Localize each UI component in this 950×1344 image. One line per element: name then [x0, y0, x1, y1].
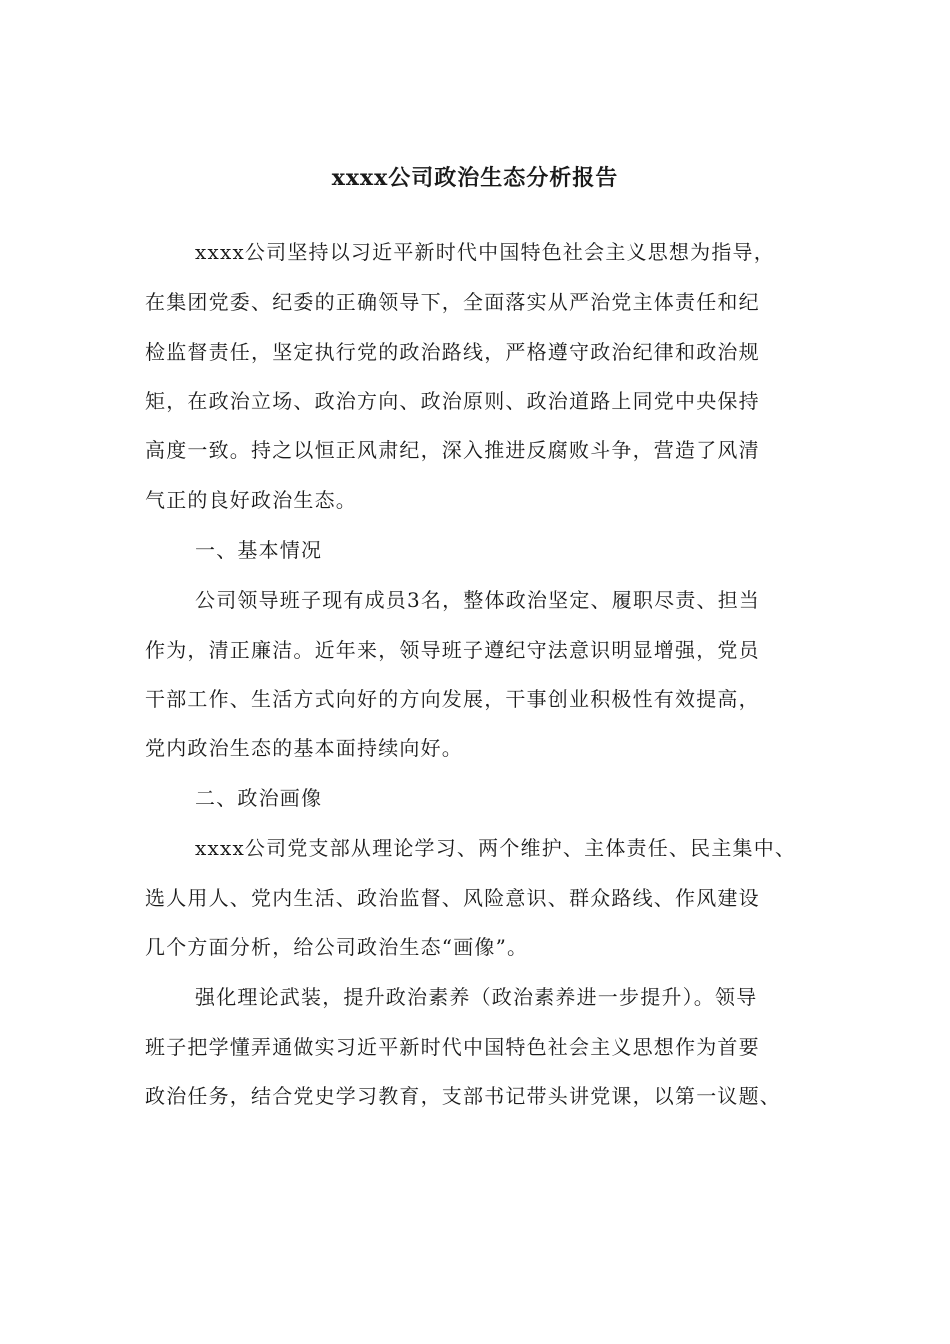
paragraph-line: 选人用人、党内生活、政治监督、风险意识、群众路线、作风建设	[145, 886, 760, 910]
paragraph-line: 作为，清正廉洁。近年来，领导班子遵纪守法意识明显增强，党员	[145, 638, 760, 662]
paragraph-line: 干部工作、生活方式向好的方向发展，干事创业积极性有效提高，	[145, 687, 760, 711]
document-title: xxxx公司政治生态分析报告	[331, 165, 619, 191]
section-heading-portrait: 二、政治画像	[195, 786, 323, 810]
paragraph-line: 强化理论武装，提升政治素养（政治素养进一步提升）。领导	[195, 985, 758, 1009]
paragraph-line: 几个方面分析，给公司政治生态“画像”。	[145, 935, 529, 959]
paragraph-line: xxxx公司党支部从理论学习、两个维护、主体责任、民主集中、	[195, 836, 797, 860]
paragraph-line: 高度一致。持之以恒正风肃纪，深入推进反腐败斗争，营造了风清	[145, 438, 760, 462]
section-heading-basic: 一、基本情况	[195, 538, 323, 562]
paragraph-line: 气正的良好政治生态。	[145, 488, 357, 512]
paragraph-line: 公司领导班子现有成员3名，整体政治坚定、履职尽责、担当	[195, 588, 761, 612]
paragraph-line: 班子把学懂弄通做实习近平新时代中国特色社会主义思想作为首要	[145, 1035, 760, 1059]
paragraph-line: xxxx公司坚持以习近平新时代中国特色社会主义思想为指导，	[195, 240, 775, 264]
paragraph-line: 党内政治生态的基本面持续向好。	[145, 736, 463, 760]
paragraph-line: 在集团党委、纪委的正确领导下，全面落实从严治党主体责任和纪	[145, 290, 760, 314]
paragraph-line: 检监督责任，坚定执行党的政治路线，严格遵守政治纪律和政治规	[145, 340, 760, 364]
paragraph-line: 矩，在政治立场、政治方向、政治原则、政治道路上同党中央保持	[145, 389, 760, 413]
paragraph-line: 政治任务，结合党史学习教育，支部书记带头讲党课，以第一议题、	[145, 1084, 781, 1108]
